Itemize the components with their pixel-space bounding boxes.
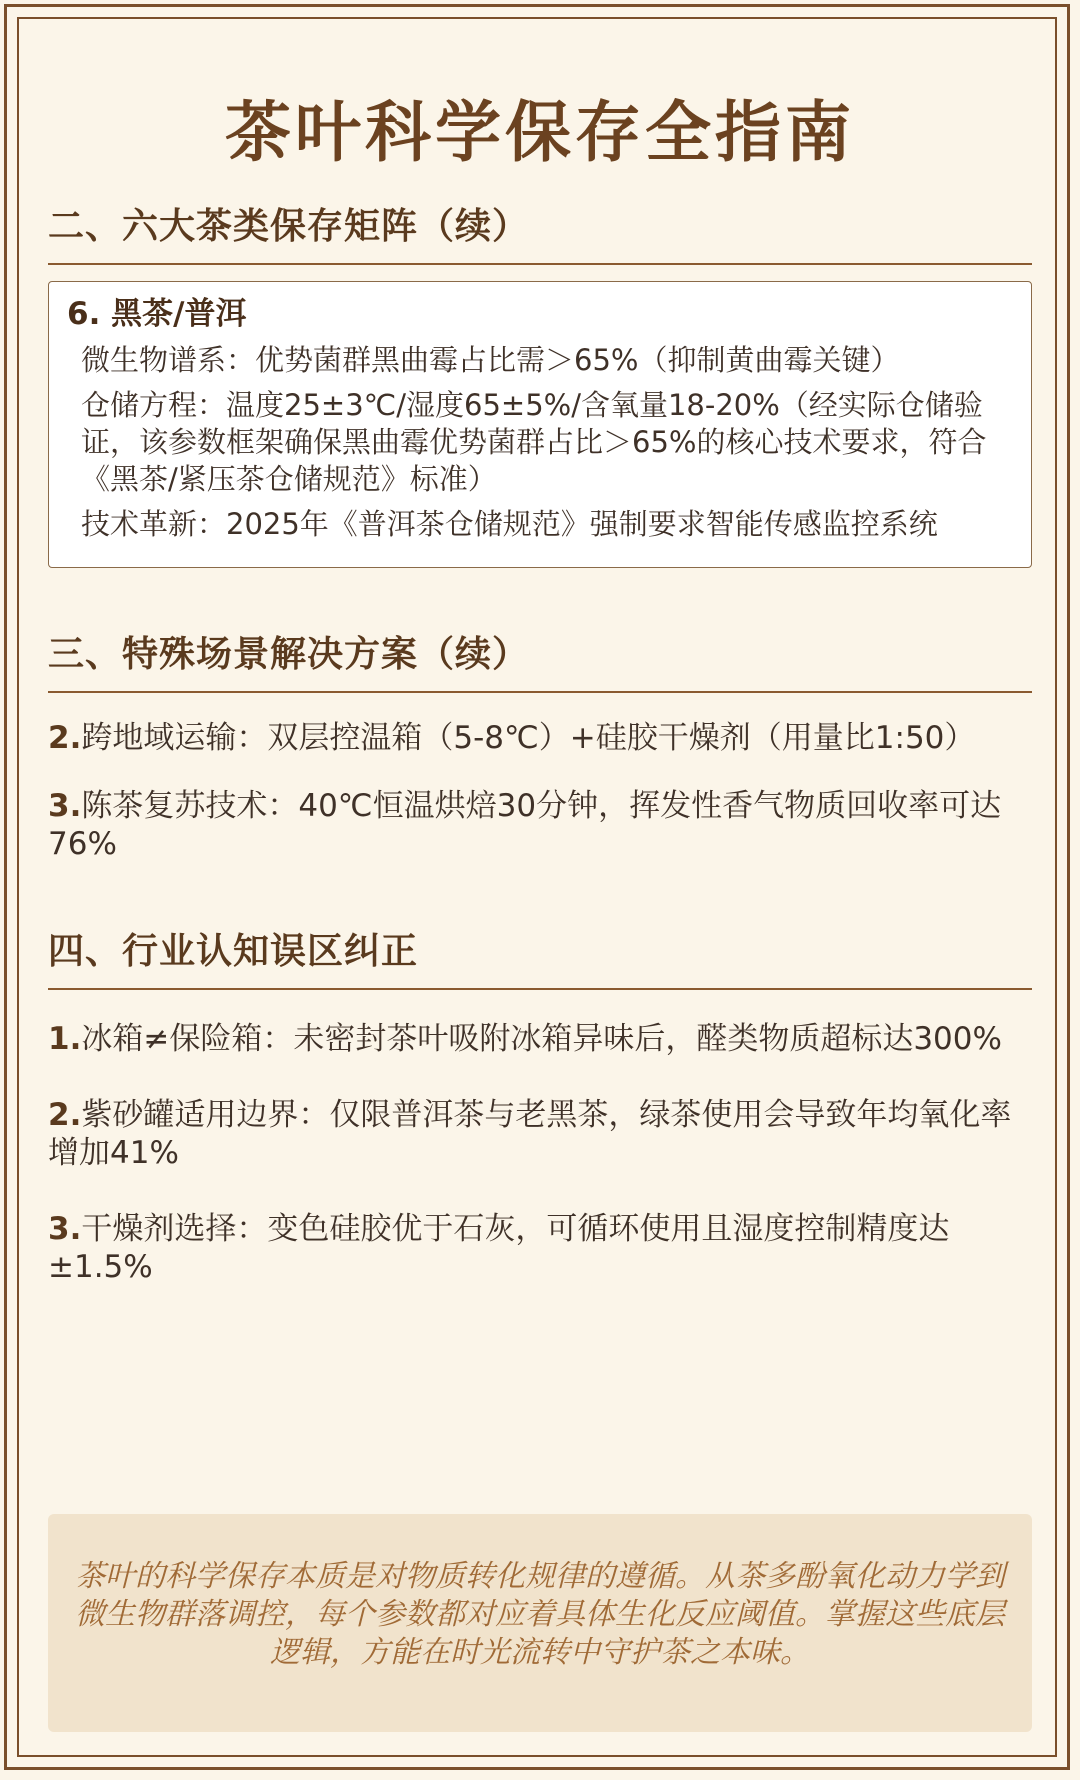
item-number: 1. <box>48 1021 82 1057</box>
page-title: 茶叶科学保存全指南 <box>225 93 855 171</box>
item-number: 2. <box>48 1097 82 1133</box>
main-content <box>48 92 1032 1286</box>
item-text: 冰箱≠保险箱：未密封茶叶吸附冰箱异味后，醛类物质超标达300% <box>81 1021 1002 1057</box>
list-item <box>48 787 1032 863</box>
special-scenarios-list <box>48 719 1032 863</box>
section-heading-special-scenarios: 三、特殊场景解决方案（续） <box>48 626 1032 693</box>
item-number: 3. <box>48 1211 82 1247</box>
card-title: 6. 黑茶/普洱 <box>67 296 247 332</box>
list-item <box>48 1096 1032 1172</box>
section-heading-misconceptions: 四、行业认知误区纠正 <box>48 923 1032 990</box>
item-text: 陈茶复苏技术：40℃恒温烘焙30分钟，挥发性香气物质回收率可达76% <box>48 788 1002 862</box>
item-text: 跨地域运输：双层控温箱（5-8℃）+硅胶干燥剂（用量比1:50） <box>81 720 976 756</box>
list-item <box>48 719 1032 757</box>
card-line-innovation: 技术革新：2025年《普洱茶仓储规范》强制要求智能传感监控系统 <box>81 507 938 541</box>
section-heading-storage-matrix: 二、六大茶类保存矩阵（续） <box>48 198 1032 265</box>
card-line-microbe: 微生物谱系：优势菌群黑曲霉占比需＞65%（抑制黄曲霉关键） <box>81 343 900 377</box>
item-number: 2. <box>48 720 82 756</box>
list-item <box>48 1020 1032 1058</box>
misconceptions-list <box>48 1020 1032 1286</box>
list-item <box>48 1210 1032 1286</box>
closing-quote: 茶叶的科学保存本质是对物质转化规律的遵循。从茶多酚氧化动力学到微生物群落调控，每个参数都对应着具体生化反应阈值。掌握这些底层逻辑，方能在时光流转中守护茶之本味。 <box>48 1514 1032 1732</box>
dark-tea-card <box>48 281 1032 568</box>
item-number: 3. <box>48 788 82 824</box>
item-text: 紫砂罐适用边界：仅限普洱茶与老黑茶，绿茶使用会导致年均氧化率增加41% <box>48 1097 1012 1171</box>
item-text: 干燥剂选择：变色硅胶优于石灰，可循环使用且湿度控制精度达±1.5% <box>48 1211 950 1285</box>
card-line-storage-equation: 仓储方程：温度25±3℃/湿度65±5%/含氧量18-20%（经实际仓储验证，该参数框架确保黑曲霉优势菌群占比＞65%的核心技术要求，符合《黑茶/紧压茶仓储规范》标准） <box>81 388 987 496</box>
